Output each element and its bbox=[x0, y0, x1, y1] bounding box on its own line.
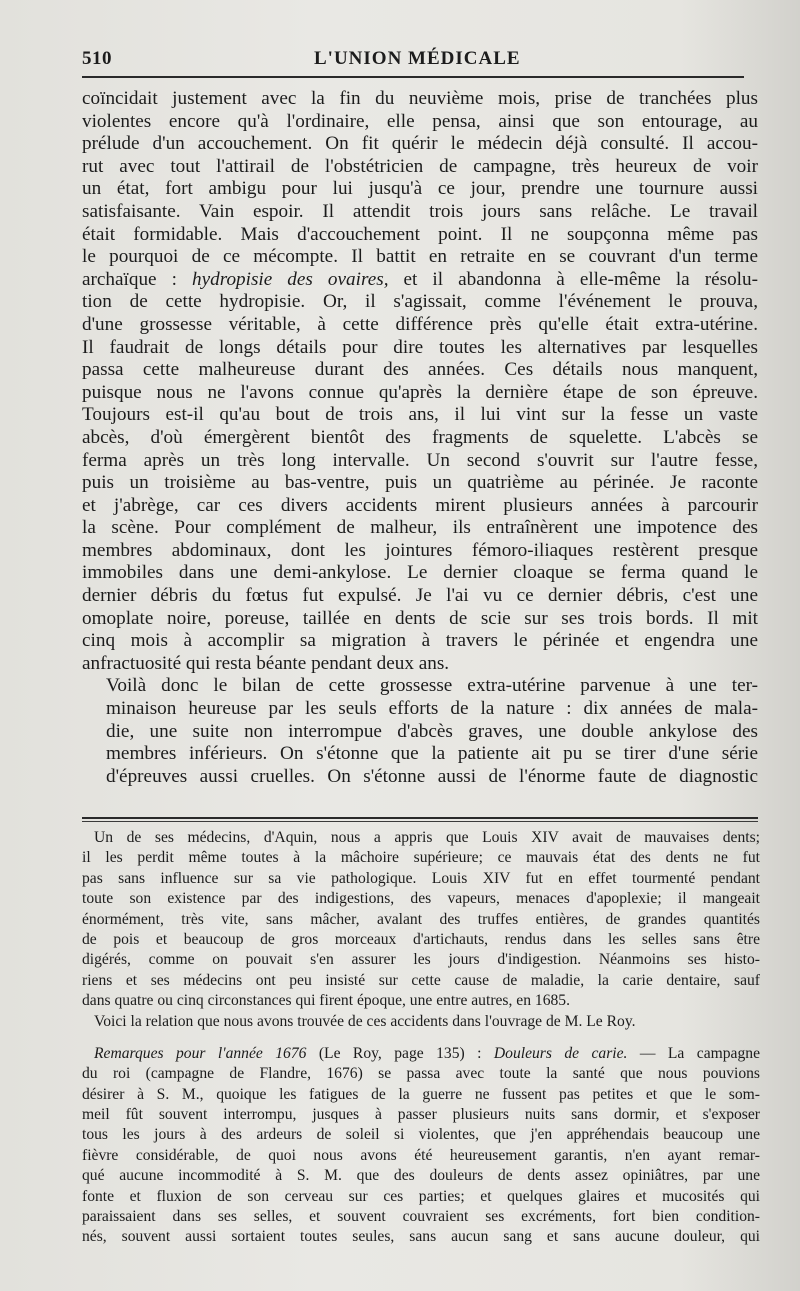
text-line: rut avec tout l'attirail de l'obstétricien de campagne, très heureux de voir bbox=[82, 155, 758, 177]
text-line: un état, fort ambigu pour lui jusqu'à ce jour, prendre une tournure aussi bbox=[82, 178, 758, 200]
text-line: d'épreuves aussi cruelles. On s'étonne aussi de l'énorme faute de diagnostic bbox=[106, 765, 758, 787]
footnote-line: Voici la relation que nous avons trouvée de ces accidents dans l'ouvrage de M. Le Roy. bbox=[94, 1012, 636, 1030]
footnote-line: il les perdit même toutes à la mâchoire supérieure; ce mauvais état des dents ne fut bbox=[82, 849, 760, 867]
footnote-line: meil fût souvent interrompu, jusques à passer plusieurs nuits sans dormir, et s'exposer bbox=[82, 1106, 760, 1124]
footnote-line: désirer à S. M., quoique les fatigues de la guerre ne fussent pas petites et que le som- bbox=[82, 1085, 760, 1103]
footnote-line: paraissaient dans ses selles, et souvent couvraient ses excréments, fort bien condition- bbox=[82, 1208, 760, 1226]
footnote-line: fièvre considérable, de quoi nous avons été heureusement garantis, n'en ayant remar- bbox=[82, 1146, 760, 1164]
text-line: violentes encore qu'à l'ordinaire, elle pensa, ainsi que son entourage, au bbox=[82, 110, 758, 132]
text-line: le pourquoi de ce mécompte. Il battit en retraite en se couvrant d'un terme bbox=[82, 246, 758, 268]
footnote-rule bbox=[82, 817, 758, 819]
footnote-paragraph bbox=[82, 1064, 760, 1248]
footnote-line: du roi (campagne de Flandre, 1676) se passa avec toute la santé que nous pouvions bbox=[82, 1065, 760, 1083]
running-head: L'UNION MÉDICALE bbox=[314, 48, 521, 69]
footnote-line: toute son existence par des indigestions, des vapeurs, menaces d'apoplexie; il mangeait bbox=[82, 890, 760, 908]
text-line: archaïque : hydropisie des ovaires, et il abandonna à elle-même la résolu- bbox=[82, 268, 758, 290]
footnote-line: fonte et fluxion de son cerveau sur ces parties; et quelques glaires et mucosités qui bbox=[82, 1187, 760, 1205]
footnote-italic: Douleurs de carie. bbox=[493, 1044, 628, 1062]
text-line: prélude d'un accouchement. On fit quérir le médecin déjà consulté. Il accou- bbox=[82, 133, 758, 155]
text-line: Il faudrait de longs détails pour dire toutes les alternatives par lesquelles bbox=[82, 336, 758, 358]
footnote-line: Remarques pour l'année 1676 (Le Roy, page 135) : Douleurs de carie. — La campagne bbox=[94, 1044, 760, 1062]
text-line: puisque nous ne l'avons connue qu'après la dernière étape de son épreuve. bbox=[82, 381, 758, 403]
paragraph bbox=[82, 88, 758, 675]
footnotes bbox=[82, 828, 760, 1248]
text-line: tion de cette hydropisie. Or, il s'agissait, comme l'événement le prouva, bbox=[82, 291, 758, 313]
page-number: 510 bbox=[82, 48, 112, 69]
text-line: dernier débris du fœtus fut expulsé. Je l'ai vu ce dernier débris, c'est une bbox=[82, 585, 758, 607]
text-line: passa cette malheureuse durant des années. Ces détails nous manquent, bbox=[82, 359, 758, 381]
text-line: puis un troisième au bas-ventre, puis un quatrième au périnée. Je raconte bbox=[82, 472, 758, 494]
text-line: était formidable. Mais d'accouchement point. Il ne soupçonna même pas bbox=[82, 223, 758, 245]
text-line: ferma après un très long intervalle. Un second s'ouvrit sur l'autre fesse, bbox=[82, 449, 758, 471]
footnote-line: riens et ses médecins ont peu insisté sur cette cause de maladie, la carie dentaire, sauf bbox=[82, 971, 760, 989]
footnote-paragraph bbox=[82, 828, 760, 1012]
footnote-line: digérés, comme on pouvait s'en assurer les jours d'indigestion. Néanmoins ses histo- bbox=[82, 951, 760, 969]
footnote-line: tous les jours à des ardeurs de soleil si violentes, que j'en appréhendais beaucoup une bbox=[82, 1126, 760, 1144]
paragraph bbox=[82, 675, 758, 788]
footnote-line: dans quatre ou cinq circonstances qui firent époque, une entre autres, en 1685. bbox=[82, 992, 570, 1010]
page-header bbox=[82, 46, 746, 76]
text-line: minaison heureuse par les seuls efforts de la nature : dix années de mala- bbox=[106, 698, 758, 720]
main-text bbox=[82, 88, 758, 788]
footnote-line: Un de ses médecins, d'Aquin, nous a appris que Louis XIV avait de mauvaises dents; bbox=[94, 829, 760, 846]
text-line: immobiles dans une demi-ankylose. Le dernier cloaque se ferma quand le bbox=[82, 562, 758, 584]
text-line: anfractuosité qui resta béante pendant deux ans. bbox=[82, 652, 450, 674]
text-line: Voilà donc le bilan de cette grossesse extra-utérine parvenue à une ter- bbox=[106, 675, 758, 697]
text-line: die, une suite non interrompue d'abcès graves, une double ankylose des bbox=[106, 720, 758, 742]
text-line: omoplate noire, poreuse, taillée en dents de scie sur ses trois bords. Il mit bbox=[82, 607, 758, 629]
header-rule bbox=[82, 76, 744, 78]
footnote-line: pas sans influence sur sa vie pathologique. Louis XIV fut en effet tourmenté pendant bbox=[82, 869, 760, 887]
text-line: abcès, d'où émergèrent bientôt des fragments de squelette. L'abcès se bbox=[82, 426, 758, 448]
footnote-line: de pois et beaucoup de gros morceaux d'artichauts, rendus dans les selles sans être bbox=[82, 930, 760, 948]
text-line: satisfaisante. Vain espoir. Il attendit trois jours sans relâche. Le travail bbox=[82, 200, 758, 222]
text-line: d'une grossesse véritable, à cette différence près qu'elle était extra-utérine. bbox=[82, 313, 758, 335]
footnote-line: nés, souvent aussi sortaient toutes seules, sans aucun sang et sans aucune douleur, qui bbox=[82, 1228, 760, 1246]
text-line: cinq mois à accomplir sa migration à travers le périnée et engendra une bbox=[82, 630, 758, 652]
footnote-rule bbox=[82, 821, 758, 822]
text-line: membres inférieurs. On s'étonne que la patiente ait pu se tirer d'une série bbox=[106, 743, 758, 765]
text-line: et j'abrège, car ces divers accidents mirent plusieurs années à parcourir bbox=[82, 494, 758, 516]
text-line: coïncidait justement avec la fin du neuvième mois, prise de tranchées plus bbox=[82, 88, 758, 109]
text-line: Toujours est-il qu'au bout de trois ans, il lui vint sur la fesse un vaste bbox=[82, 404, 758, 426]
text-line: la scène. Pour complément de malheur, ils entraînèrent une impotence des bbox=[82, 517, 758, 539]
footnote-italic: Remarques pour l'année 1676 bbox=[94, 1044, 307, 1062]
footnote-line: qué aucune incommodité à S. M. que des douleurs de dents assez opiniâtres, par une bbox=[82, 1167, 760, 1185]
text-line: membres abdominaux, dont les jointures fémoro-iliaques restèrent presque bbox=[82, 539, 758, 561]
footnote-line: énormément, très vite, sans mâcher, avalant des truffes entières, de grandes quantités bbox=[82, 910, 760, 928]
